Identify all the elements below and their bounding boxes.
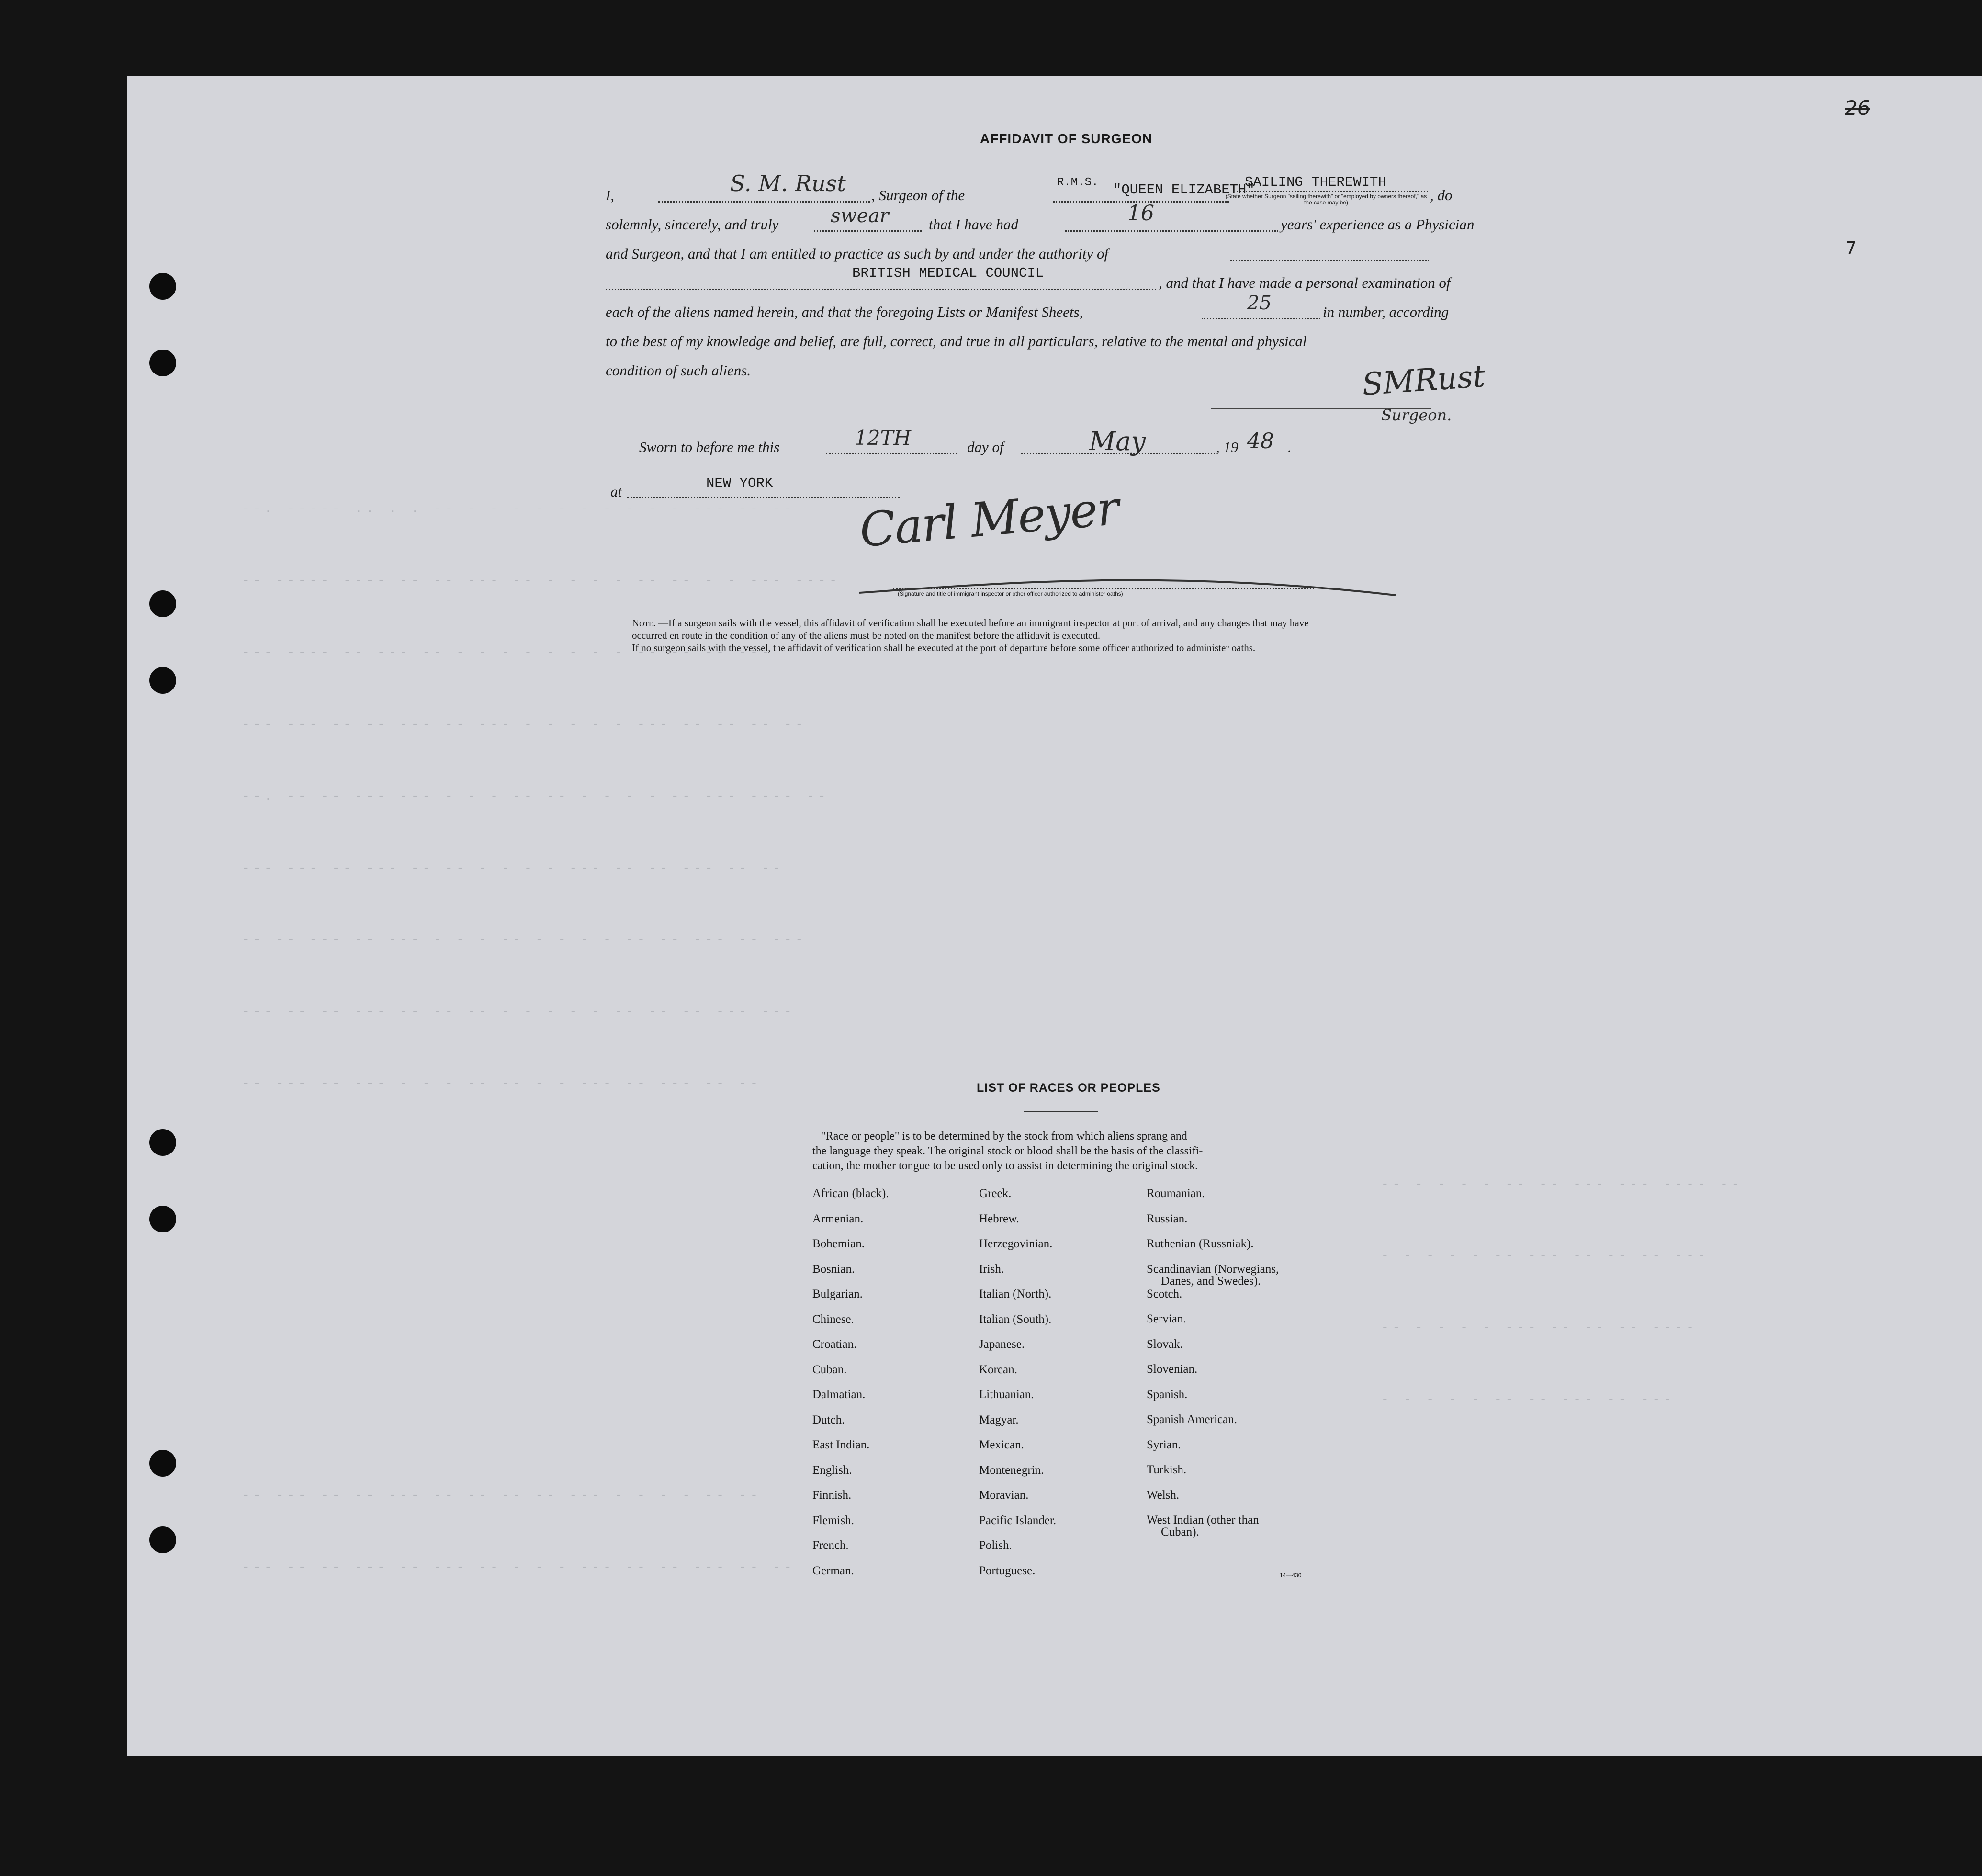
- officer-signature: Carl Meyer: [857, 481, 1121, 558]
- sworn-month: May: [1089, 426, 1146, 456]
- binder-hole: [149, 1526, 176, 1553]
- line7: condition of such aliens.: [606, 362, 751, 379]
- race-item: Slovak.: [1147, 1337, 1183, 1351]
- race-item: Flemish.: [812, 1514, 854, 1527]
- race-item: Italian (North).: [979, 1288, 1052, 1300]
- surgeon-name: S. M. Rust: [730, 170, 846, 196]
- race-item: Hebrew.: [979, 1212, 1019, 1225]
- note-line-1: —If a surgeon sails with the vessel, this affidavit of verification shall be executed before an immigrant inspector at port of arrival, and any changes that may have: [658, 617, 1309, 629]
- race-item: Bohemian.: [812, 1237, 865, 1250]
- page-number: 7: [1846, 238, 1857, 258]
- races-intro-2: the language they speak. The original stock or blood shall be the basis of the classifi-: [812, 1145, 1203, 1157]
- race-item: Magyar.: [979, 1413, 1019, 1426]
- sworn-day: 12TH: [855, 426, 912, 450]
- race-item: Roumanian.: [1147, 1187, 1205, 1200]
- line5-start: each of the aliens named herein, and that the foregoing Lists or Manifest Sheets,: [606, 304, 1083, 320]
- authority: BRITISH MEDICAL COUNCIL: [852, 265, 1044, 281]
- race-item: Russian.: [1147, 1212, 1188, 1225]
- ship-prefix: R.M.S.: [1057, 176, 1099, 189]
- sworn-mid: day of: [967, 439, 1004, 455]
- signature-flourish: [855, 554, 1400, 607]
- at-label: at: [610, 483, 622, 500]
- binder-hole: [149, 273, 176, 300]
- race-item: Finnish.: [812, 1489, 852, 1502]
- sworn-year-prefix: , 19: [1216, 439, 1239, 455]
- race-item: Japanese.: [979, 1338, 1025, 1351]
- form-number: 14—430: [1280, 1572, 1302, 1579]
- race-item: Bosnian.: [812, 1262, 855, 1276]
- ship-name: "QUEEN ELIZABETH": [1113, 182, 1255, 198]
- race-item: French.: [812, 1539, 849, 1552]
- race-item: Greek.: [979, 1187, 1012, 1200]
- line2-end: years' experience as a Physician: [1281, 216, 1475, 233]
- surgeon-label: Surgeon.: [1381, 406, 1452, 424]
- sworn-end: .: [1288, 439, 1292, 455]
- race-item: West Indian (other than: [1147, 1514, 1259, 1526]
- race-item: Cuban.: [812, 1363, 847, 1376]
- race-item: Armenian.: [812, 1212, 864, 1225]
- race-item: Syrian.: [1147, 1438, 1181, 1451]
- races-title: LIST OF RACES OR PEOPLES: [977, 1081, 1160, 1095]
- race-item: Danes, and Swedes).: [1161, 1274, 1261, 1288]
- sailing-status: SAILING THEREWITH: [1245, 174, 1386, 190]
- race-item: Scotch.: [1147, 1287, 1182, 1300]
- race-item: English.: [812, 1463, 852, 1477]
- race-item: Chinese.: [812, 1312, 854, 1326]
- note-lead: Note.: [632, 617, 656, 629]
- race-item: Korean.: [979, 1363, 1017, 1376]
- race-item: Servian.: [1147, 1312, 1186, 1325]
- race-item: African (black).: [812, 1187, 889, 1200]
- binder-hole: [149, 1450, 176, 1477]
- officer-caption: (Signature and title of immigrant inspector or other officer authorized to administer oaths): [898, 590, 1123, 597]
- race-item: Dalmatian.: [812, 1388, 866, 1401]
- race-item: Lithuanian.: [979, 1388, 1034, 1401]
- binder-hole: [149, 350, 176, 376]
- race-item: Bulgarian.: [812, 1288, 863, 1300]
- line5-end: in number, according: [1323, 304, 1449, 320]
- oath-word: swear: [831, 205, 889, 227]
- race-item: Slovenian.: [1147, 1363, 1198, 1376]
- line1-end: , do: [1430, 187, 1453, 203]
- race-item: Croatian.: [812, 1338, 857, 1351]
- binder-hole: [149, 1129, 176, 1156]
- affidavit-title: AFFIDAVIT OF SURGEON: [980, 131, 1153, 146]
- line2-mid: that I have had: [929, 216, 1018, 233]
- binder-hole: [149, 667, 176, 694]
- line3: and Surgeon, and that I am entitled to practice as such by and under the authority of: [606, 245, 1109, 262]
- surgeon-signature: SMRust: [1361, 359, 1486, 403]
- race-item: Montenegrin.: [979, 1463, 1044, 1477]
- race-item: Pacific Islander.: [979, 1514, 1057, 1527]
- race-item: Spanish American.: [1147, 1413, 1237, 1426]
- binder-hole: [149, 590, 176, 617]
- form-sheet: --. ----- .. . . -- - - - - - - - - - - --- -- -- -- ----- ---- -- -- --- -- - - - - -- -- - - --- ---- --- ---- -- --- -- - - - - - - - - -- -- -- --- --- --- -- -- --- -- --- - - - - - --- -- -- -- -- --. -- -- --- --- - - - -- -- - - - - -- --- ---- -- --- --- -- --- -- -- - - - - --- -- -- --- -- -- -- -- --- -- --- - - - -- - - - - -- -- --- -- --- --- -- -- --- -- -- -- - - - - - -- -- -- --- --- -- --- -- --- - - - -- -- - - --- -- --- -- -- -- - - - - -- -- --- --- ---- -- - - - - - -- --- -- -- -- --- -- - - - - --- -- -- -- ---- - - - - - -- -- --- -- --- -- --- -- -- --- -- -- -- -- --- - - - - -- -- --- -- -- --- -- --- -- - - - --- -- -- --- -- -- 26 7 AFFIDAVIT OF SURGEON I, S. M. Rust , Surgeon of the R.M.S. "QUEEN ELIZABETH" SAILING THEREWITH (State whether Surgeon "sailing therewith" or "employed by owners thereof," as the case may be) , do solemnly, sincerely, and truly swear that I have had 16 years' experience as a Physician and Surgeon, and that I am entitled to practice as such by and under the authority of BRITISH MEDICAL COUNCIL , and that I have made a personal examination of each of the aliens named herein, and that the foregoing Lists or Manifest Sheets, 25 in number, according to the best of my knowledge and belief, are full, correct, and true in all particulars, relative to the mental and physical condition of such aliens. SMRust Surgeon. Sworn to before me this 12TH day of May , 19 48 . at NEW YORK Carl Meyer (Signature and title of immigrant inspector or other officer authorized to administer oaths) Note. —If a surgeon sails with the vessel, this affidavit of verification shall be executed before an immigrant inspector at port of arrival, and any changes that may have occurred en route in the condition of any of the aliens must be noted on the manifest before the affidavit is executed. If no surgeon sails with the vessel, the affidavit of verification shall be executed at the port of departure before some officer authorized to administer oaths. LIST OF RACES OR PEOPLES "Race or people" is to be determined by the stock from which aliens sprang and the language they speak. The original stock or blood shall be the basis of the classifi- cation, the mother tongue to be used only to assist in determining the original stock. African (black). Armenian. Bohemian. Bosnian. Bulgarian. Chinese. Croatian. Cuban. Dalmatian. Dutch. East Indian. English. Finnish. Flemish. French. German. Greek. Hebrew. Herzegovinian. Irish. Italian (North). Italian (South). Japanese. Korean. Lithuanian. Magyar. Mexican. Montenegrin. Moravian. Pacific Islander. Polish. Portuguese. Roumanian. Russian. Ruthenian (Russniak). Scandinavian (Norwegians, Danes, and Swedes). Scotch. Servian. Slovak. Slovenian. Spanish. Spanish American. Syrian. Turkish. Welsh. West Indian (other than Cuban). 14—430: [127, 76, 1982, 1756]
- races-intro-1: "Race or people" is to be determined by the stock from which aliens sprang and: [821, 1130, 1187, 1142]
- race-item: Ruthenian (Russniak).: [1147, 1237, 1254, 1250]
- note-line-2: occurred en route in the condition of any of the aliens must be noted on the manifest before the affidavit is executed.: [632, 630, 1101, 641]
- line2-start: solemnly, sincerely, and truly: [606, 216, 779, 233]
- race-item: Moravian.: [979, 1489, 1029, 1502]
- races-intro-3: cation, the mother tongue to be used only to assist in determining the original stock.: [812, 1160, 1198, 1172]
- race-item: East Indian.: [812, 1438, 870, 1451]
- race-item: Scandinavian (Norwegians,: [1147, 1262, 1279, 1276]
- race-item: Turkish.: [1147, 1463, 1187, 1476]
- sworn-year: 48: [1247, 429, 1274, 453]
- race-item: Welsh.: [1147, 1488, 1180, 1502]
- note-line-3: If no surgeon sails with the vessel, the affidavit of verification shall be executed at the port of departure before some officer authorized to administer oaths.: [632, 642, 1256, 654]
- race-item: German.: [812, 1564, 854, 1577]
- line1-i: I,: [606, 187, 615, 203]
- race-item: Portuguese.: [979, 1564, 1036, 1577]
- corner-mark: 26: [1845, 96, 1870, 120]
- race-item: Dutch.: [812, 1413, 845, 1426]
- race-item: Italian (South).: [979, 1312, 1052, 1326]
- race-item: Irish.: [979, 1262, 1004, 1276]
- line4-end: , and that I have made a personal examination of: [1159, 274, 1451, 291]
- sailing-hint: (State whether Surgeon "sailing therewith" or "employed by owners thereof," as the case may be): [1225, 193, 1427, 206]
- race-item: Cuban).: [1161, 1526, 1199, 1538]
- sworn-start: Sworn to before me this: [639, 439, 780, 455]
- race-item: Polish.: [979, 1539, 1012, 1552]
- line6: to the best of my knowledge and belief, are full, correct, and true in all particulars, relative to the mental and physical: [606, 333, 1307, 350]
- years: 16: [1127, 201, 1154, 226]
- sheet-count: 25: [1247, 292, 1272, 314]
- race-item: Mexican.: [979, 1438, 1024, 1451]
- line1-mid: , Surgeon of the: [871, 187, 965, 203]
- race-item: Spanish.: [1147, 1388, 1188, 1401]
- place: NEW YORK: [706, 475, 773, 491]
- binder-hole: [149, 1206, 176, 1232]
- race-item: Herzegovinian.: [979, 1237, 1053, 1250]
